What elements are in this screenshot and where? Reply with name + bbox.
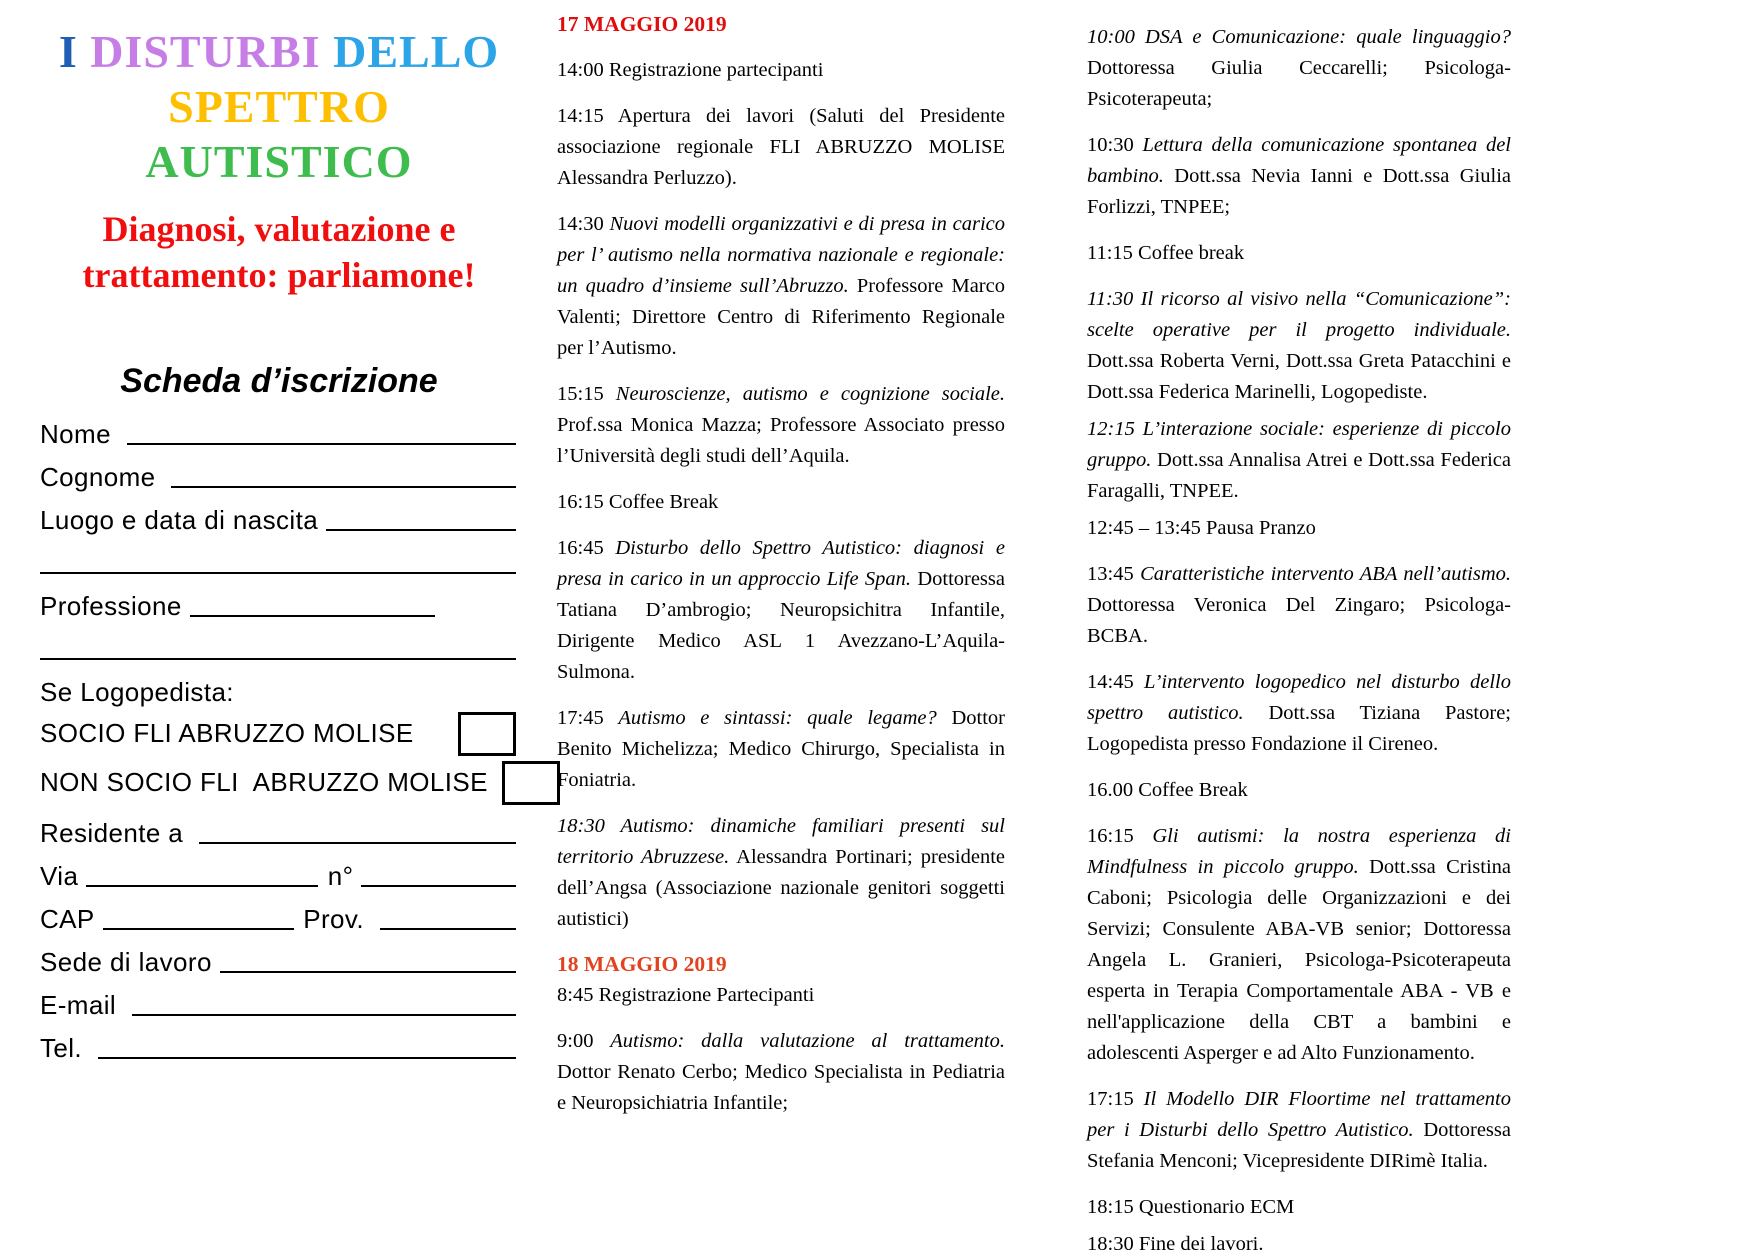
talk-title: 10:00 DSA e Comunicazione: quale linguaggio?	[1087, 26, 1511, 48]
brochure-subtitle	[40, 206, 518, 298]
form-row	[40, 980, 518, 1023]
talk-text: Dott.ssa Tiziana Pastore; Logopedista presso Fondazione il Cireneo.	[1087, 702, 1511, 755]
form-field-label: NON SOCIO FLI ABRUZZO MOLISE	[40, 766, 488, 797]
form-field-label: SOCIO FLI ABRUZZO MOLISE	[40, 717, 414, 748]
talk-title: 11:30 Il ricorso al visivo nella “Comunicazione”: scelte operative per il progetto individuale.	[1087, 288, 1511, 341]
program-item	[557, 487, 1005, 518]
program-day2-list	[1087, 22, 1511, 1260]
talk-title: Il Modello DIR Floortime nel trattamento per i Disturbi dello Spettro Autistico.	[1087, 1088, 1511, 1141]
program-item	[1087, 667, 1511, 760]
left-panel	[40, 20, 518, 1066]
talk-text: 14:15 Apertura dei lavori (Saluti del Presidente associazione regionale FLI ABRUZZO MOLISE Alessandra Perluzzo).	[557, 105, 1005, 189]
program-item	[1087, 238, 1511, 269]
form-row	[40, 894, 518, 937]
form-row	[40, 624, 518, 667]
brochure-title	[40, 24, 518, 190]
fill-line	[127, 441, 516, 445]
talk-text: 18:15 Questionario ECM	[1087, 1196, 1295, 1218]
talk-text: Dottoressa Giulia Ceccarelli; Psicologa-Psicoterapeuta;	[1087, 57, 1511, 110]
registration-form	[40, 409, 518, 1066]
program-item	[557, 533, 1005, 688]
fill-line	[361, 883, 516, 887]
fill-line	[98, 1055, 516, 1059]
form-field-label: Luogo e data di nascita	[40, 504, 319, 535]
form-row	[40, 581, 518, 624]
program-item	[557, 703, 1005, 796]
talk-title: Lettura della comunicazione spontanea del bambino.	[1087, 134, 1511, 187]
title-line-1	[59, 26, 499, 77]
subtitle-line-2: trattamento: parliamone!	[82, 254, 476, 295]
talk-text: Dottoressa Stefania Menconi; Vicepresidente DIRimè Italia.	[1087, 1119, 1511, 1172]
form-field-label: Sede di lavoro	[40, 946, 212, 977]
program-item	[1087, 513, 1511, 544]
program-item	[557, 209, 1005, 364]
membership-checkbox[interactable]	[502, 761, 560, 805]
talk-text: 14:00 Registrazione partecipanti	[557, 59, 824, 81]
talk-title: Gli autismi: la nostra esperienza di Mindfulness in piccolo gruppo.	[1087, 825, 1511, 878]
fill-line	[220, 969, 516, 973]
talk-text: 16:15	[1087, 825, 1153, 847]
talk-title: 12:15 L’interazione sociale: esperienze di piccolo gruppo.	[1087, 418, 1511, 471]
talk-title: Neuroscienze, autismo e cognizione sociale.	[615, 383, 1006, 405]
membership-checkbox[interactable]	[458, 712, 516, 756]
form-row	[40, 538, 518, 581]
program-item	[557, 379, 1005, 472]
talk-text: 17:45	[557, 707, 619, 729]
talk-text: 16.00 Coffee Break	[1087, 779, 1248, 801]
talk-text: Dottoressa Veronica Del Zingaro; Psicologa-BCBA.	[1087, 594, 1511, 647]
form-row	[40, 937, 518, 980]
talk-title: Autismo: dalla valutazione al trattamento.	[610, 1030, 1005, 1052]
program-item	[1087, 775, 1511, 806]
fill-line	[171, 484, 516, 488]
talk-text: 12:45 – 13:45 Pausa Pranzo	[1087, 517, 1316, 539]
talk-text: 16:45	[557, 537, 616, 559]
form-field-label: Se Logopedista:	[40, 676, 234, 707]
subtitle-line-1: Diagnosi, valutazione e	[102, 208, 456, 249]
form-row	[40, 808, 518, 851]
form-row	[40, 667, 518, 710]
talk-text: Dott.ssa Nevia Ianni e Dott.ssa Giulia Forlizzi, TNPEE;	[1087, 165, 1511, 218]
talk-text: 17:15	[1087, 1088, 1144, 1110]
program-day1-list	[557, 10, 1005, 1119]
talk-text: Alessandra Portinari; presidente dell’Angsa (Associazione nazionale genitori soggetti autistici)	[557, 846, 1005, 930]
fill-line	[86, 883, 318, 887]
talk-title: Disturbo dello Spettro Autistico: diagnosi e presa in carico in un approccio Life Span.	[557, 537, 1006, 590]
talk-text: Dott.ssa Roberta Verni, Dott.ssa Greta Patacchini e Dott.ssa Federica Marinelli, Logopediste.	[1087, 350, 1511, 403]
talk-title: L’intervento logopedico nel disturbo dello spettro autistico.	[1087, 671, 1511, 724]
fill-line	[40, 656, 516, 660]
title-word: SPETTRO	[168, 81, 390, 133]
form-field-label: Professione	[40, 590, 182, 621]
form-row	[40, 452, 518, 495]
talk-text: Dottoressa Tatiana D’ambrogio; Neuropsichitra Infantile, Dirigente Medico ASL 1 Avezzano-L’Aquila-Sulmona.	[557, 568, 1005, 683]
talk-text: 15:15	[557, 383, 616, 405]
form-row	[40, 409, 518, 452]
form-field-label: Tel.	[40, 1032, 90, 1063]
talk-text: Prof.ssa Monica Mazza; Professore Associato presso l’Università degli studi dell’Aquila.	[557, 414, 1005, 467]
talk-text: 14:45	[1087, 671, 1144, 693]
title-line-2	[145, 81, 412, 187]
talk-text: Professore Marco Valenti; Direttore Centro di Riferimento Regionale per l’Autismo.	[557, 275, 1005, 359]
fill-line	[199, 840, 516, 844]
program-item	[1087, 414, 1511, 507]
program-day2-panel	[1087, 22, 1511, 1260]
membership-option-row	[40, 759, 518, 808]
program-item	[557, 811, 1005, 935]
fill-line	[326, 527, 516, 531]
fill-line	[190, 613, 435, 617]
form-field-label: Via	[40, 860, 79, 891]
talk-text: 10:30	[1087, 134, 1143, 156]
talk-title: Autismo e sintassi: quale legame?	[618, 707, 937, 729]
form-field-label: Nome	[40, 418, 119, 449]
talk-text: Dottor Renato Cerbo; Medico Specialista in Pediatria e Neuropsichiatria Infantile;	[557, 1061, 1005, 1114]
program-item	[557, 1026, 1005, 1119]
fill-line	[380, 926, 516, 930]
membership-option-row	[40, 710, 518, 759]
fill-line	[40, 570, 516, 574]
fill-line	[103, 926, 294, 930]
talk-title: 18:30 Autismo: dinamiche familiari presenti sul territorio Abruzzese.	[557, 815, 1005, 868]
form-field-label: E-mail	[40, 989, 124, 1020]
talk-text: 18:30 Fine dei lavori.	[1087, 1233, 1264, 1255]
talk-text: 13:45	[1087, 563, 1141, 585]
program-item	[557, 55, 1005, 86]
program-item	[1087, 1229, 1511, 1260]
talk-title: Caratteristiche intervento ABA nell’autismo.	[1140, 563, 1511, 585]
form-field-label: Prov.	[295, 903, 372, 934]
talk-text: Dottor Benito Michelizza; Medico Chirurgo, Specialista in Foniatria.	[557, 707, 1005, 791]
talk-text: Dott.ssa Cristina Caboni; Psicologia delle Organizzazioni e dei Servizi; Consulente ABA-VB senior; Dottoressa Angela L. Granieri, Psicologa-Psicoterapeuta esperta in Terapia Comportamentale ABA - VB e nell'applicazione della CBT a bambini e adolescenti Asperger e ad Alto Funzionamento.	[1087, 856, 1511, 1064]
day-header: 17 MAGGIO 2019	[557, 12, 727, 36]
talk-text: 9:00	[557, 1030, 611, 1052]
title-word: I	[58, 26, 78, 77]
form-field-label: Cognome	[40, 461, 164, 492]
program-item	[557, 101, 1005, 194]
title-word: AUTISTICO	[145, 136, 413, 188]
talk-text: Dott.ssa Annalisa Atrei e Dott.ssa Federica Faragalli, TNPEE.	[1087, 449, 1511, 502]
form-field-label: CAP	[40, 903, 95, 934]
program-item	[557, 980, 1005, 1011]
form-row	[40, 1023, 518, 1066]
title-word: DISTURBI	[77, 26, 321, 77]
program-item	[1087, 22, 1511, 115]
program-item	[1087, 1084, 1511, 1177]
talk-text: 16:15 Coffee Break	[557, 491, 719, 513]
program-item	[1087, 130, 1511, 223]
form-row	[40, 495, 518, 538]
program-day1-panel	[557, 10, 1005, 1119]
talk-text: 8:45 Registrazione Partecipanti	[557, 984, 815, 1006]
form-field-label: n°	[320, 860, 354, 891]
program-item	[1087, 559, 1511, 652]
form-row	[40, 851, 518, 894]
day-header: 18 MAGGIO 2019	[557, 952, 727, 976]
talk-text: 11:15 Coffee break	[1087, 242, 1245, 264]
program-item	[1087, 821, 1511, 1069]
talk-title: Nuovi modelli organizzativi e di presa in carico per l’ autismo nella normativa nazionale e regionale: un quadro d’insieme sull’Abruzzo.	[557, 213, 1005, 297]
program-item	[1087, 284, 1511, 408]
fill-line	[132, 1012, 516, 1016]
form-heading: Scheda d’iscrizione	[120, 361, 438, 400]
title-word: DELLO	[320, 26, 500, 77]
form-field-label: Residente a	[40, 817, 191, 848]
program-item	[1087, 1192, 1511, 1223]
talk-text: 14:30	[557, 213, 610, 235]
